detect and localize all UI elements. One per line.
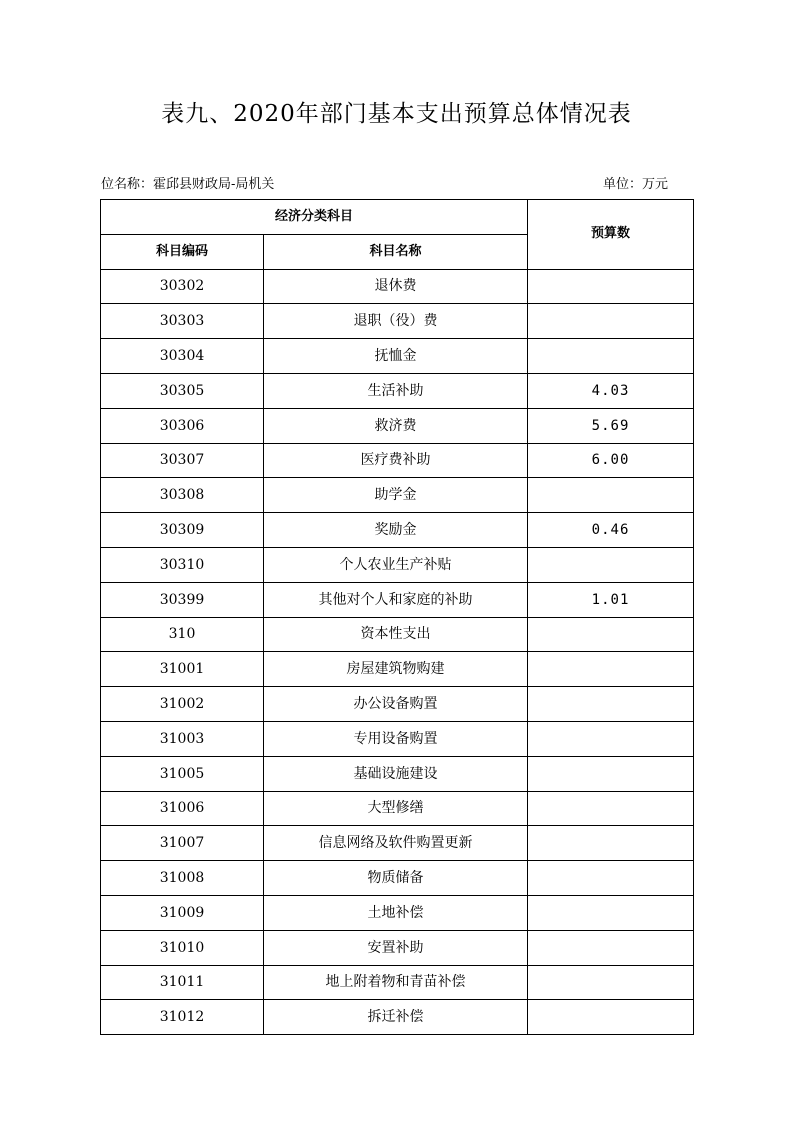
- budget-amount-cell: [528, 547, 694, 582]
- table-row: [101, 304, 694, 339]
- budget-table-body: [101, 200, 694, 1035]
- subject-code-cell: 31006: [101, 791, 264, 826]
- table-row: [101, 826, 694, 861]
- subject-code-cell: 30302: [101, 269, 264, 304]
- table-row: [101, 547, 694, 582]
- budget-amount-cell: [528, 1000, 694, 1035]
- subject-code-cell: 31001: [101, 652, 264, 687]
- subject-name-cell: 物质储备: [264, 861, 528, 896]
- subject-code-cell: 31005: [101, 756, 264, 791]
- subject-code-cell: 31003: [101, 721, 264, 756]
- subject-code-cell: 30304: [101, 339, 264, 374]
- budget-amount-cell: [528, 478, 694, 513]
- header-row-group: [101, 200, 694, 235]
- subject-name-cell: 退休费: [264, 269, 528, 304]
- subject-code-cell: 31012: [101, 1000, 264, 1035]
- header-economic-category: 经济分类科目: [101, 200, 528, 235]
- table-row: [101, 582, 694, 617]
- subject-name-cell: 土地补偿: [264, 895, 528, 930]
- subject-name-cell: 地上附着物和青苗补偿: [264, 965, 528, 1000]
- subject-code-cell: 30306: [101, 408, 264, 443]
- subject-code-cell: 31002: [101, 687, 264, 722]
- subject-name-cell: 大型修缮: [264, 791, 528, 826]
- table-row: [101, 895, 694, 930]
- subject-name-cell: 资本性支出: [264, 617, 528, 652]
- subject-code-cell: 31007: [101, 826, 264, 861]
- table-row: [101, 513, 694, 548]
- budget-amount-cell: 1.01: [528, 582, 694, 617]
- subject-code-cell: 30307: [101, 443, 264, 478]
- subject-name-cell: 办公设备购置: [264, 687, 528, 722]
- subject-name-cell: 退职（役）费: [264, 304, 528, 339]
- header-subject-code: 科目编码: [101, 234, 264, 269]
- unit-name: 位名称：霍邱县财政局-局机关: [101, 177, 275, 192]
- table-row: [101, 339, 694, 374]
- subject-name-cell: 基础设施建设: [264, 756, 528, 791]
- subject-name-cell: 抚恤金: [264, 339, 528, 374]
- table-row: [101, 652, 694, 687]
- subject-code-cell: 31010: [101, 930, 264, 965]
- subject-name-cell: 医疗费补助: [264, 443, 528, 478]
- subject-name-cell: 拆迁补偿: [264, 1000, 528, 1035]
- unit-label: 单位：万元: [602, 177, 668, 192]
- header-budget-amount: 预算数: [528, 200, 694, 270]
- budget-amount-cell: 5.69: [528, 408, 694, 443]
- subject-name-cell: 助学金: [264, 478, 528, 513]
- budget-amount-cell: [528, 339, 694, 374]
- budget-amount-cell: [528, 721, 694, 756]
- subject-name-cell: 个人农业生产补贴: [264, 547, 528, 582]
- budget-amount-cell: [528, 895, 694, 930]
- budget-amount-cell: [528, 791, 694, 826]
- budget-amount-cell: [528, 652, 694, 687]
- table-row: [101, 478, 694, 513]
- subject-name-cell: 专用设备购置: [264, 721, 528, 756]
- subject-name-cell: 信息网络及软件购置更新: [264, 826, 528, 861]
- table-row: [101, 269, 694, 304]
- subject-name-cell: 生活补助: [264, 373, 528, 408]
- budget-amount-cell: [528, 930, 694, 965]
- table-row: [101, 687, 694, 722]
- budget-amount-cell: [528, 269, 694, 304]
- budget-amount-cell: 4.03: [528, 373, 694, 408]
- header-subject-name: 科目名称: [264, 234, 528, 269]
- table-row: [101, 930, 694, 965]
- budget-amount-cell: [528, 756, 694, 791]
- subject-name-cell: 房屋建筑物购建: [264, 652, 528, 687]
- table-row: [101, 617, 694, 652]
- subject-code-cell: 31009: [101, 895, 264, 930]
- subject-code-cell: 310: [101, 617, 264, 652]
- subject-name-cell: 奖励金: [264, 513, 528, 548]
- subject-code-cell: 31008: [101, 861, 264, 896]
- subject-code-cell: 30309: [101, 513, 264, 548]
- table-row: [101, 791, 694, 826]
- budget-amount-cell: [528, 861, 694, 896]
- budget-amount-cell: [528, 826, 694, 861]
- page-title: 表九、2020年部门基本支出预算总体情况表: [161, 101, 632, 127]
- subject-name-cell: 其他对个人和家庭的补助: [264, 582, 528, 617]
- subject-code-cell: 30303: [101, 304, 264, 339]
- subject-code-cell: 30305: [101, 373, 264, 408]
- budget-amount-cell: [528, 304, 694, 339]
- subject-name-cell: 安置补助: [264, 930, 528, 965]
- table-row: [101, 721, 694, 756]
- table-row: [101, 965, 694, 1000]
- budget-amount-cell: [528, 617, 694, 652]
- budget-amount-cell: 0.46: [528, 513, 694, 548]
- table-row: [101, 1000, 694, 1035]
- budget-amount-cell: [528, 965, 694, 1000]
- subject-code-cell: 30310: [101, 547, 264, 582]
- table-row: [101, 408, 694, 443]
- subject-code-cell: 30399: [101, 582, 264, 617]
- table-row: [101, 756, 694, 791]
- table-row: [101, 443, 694, 478]
- subject-code-cell: 31011: [101, 965, 264, 1000]
- table-row: [101, 861, 694, 896]
- budget-amount-cell: [528, 687, 694, 722]
- subject-code-cell: 30308: [101, 478, 264, 513]
- subject-name-cell: 救济费: [264, 408, 528, 443]
- budget-table: [100, 199, 694, 1035]
- table-row: [101, 373, 694, 408]
- budget-amount-cell: 6.00: [528, 443, 694, 478]
